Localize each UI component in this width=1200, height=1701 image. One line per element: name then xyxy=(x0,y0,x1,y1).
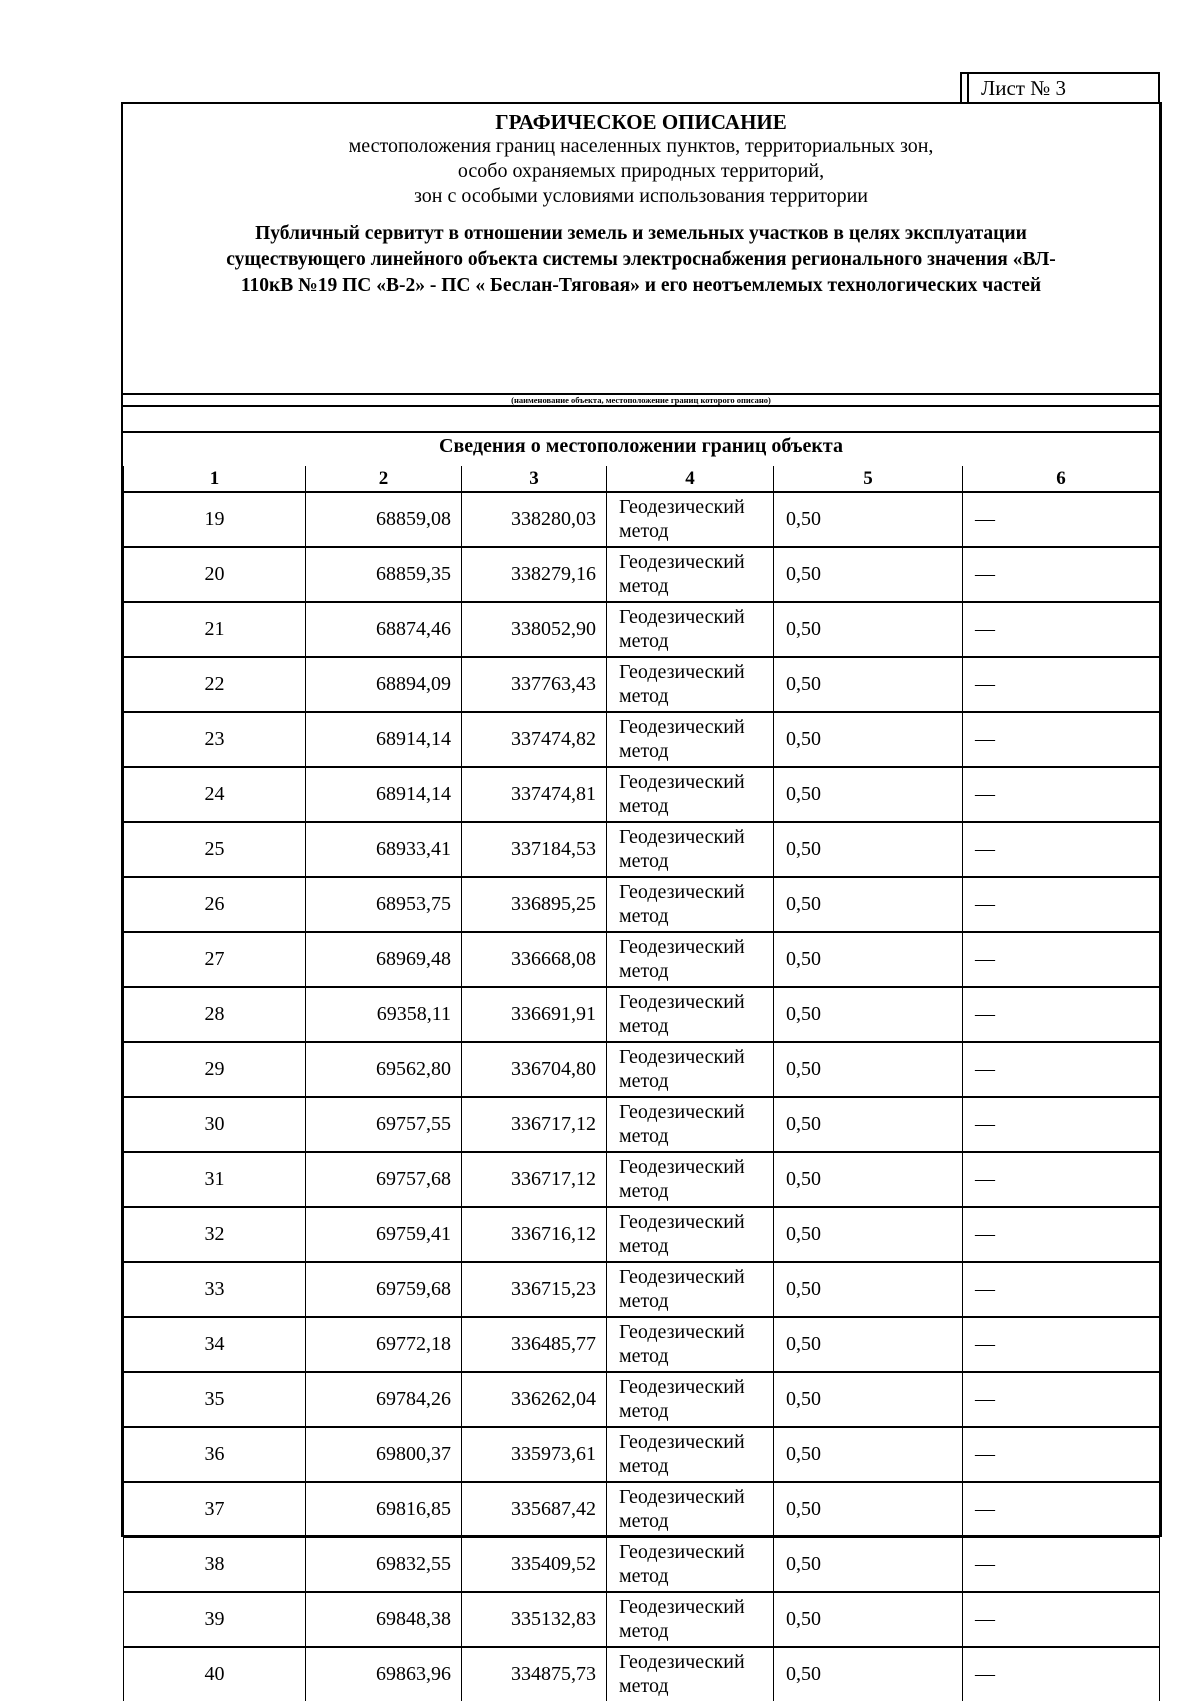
document-title: ГРАФИЧЕСКОЕ ОПИСАНИЕ xyxy=(495,110,787,134)
cell-point-number: 21 xyxy=(124,602,306,657)
cell-point-number: 20 xyxy=(124,547,306,602)
cell-y-coordinate: 335132,83 xyxy=(462,1592,607,1647)
table-row xyxy=(124,492,1160,547)
table-row xyxy=(124,1372,1160,1427)
cell-x-coordinate: 69757,55 xyxy=(306,1097,462,1152)
cell-y-coordinate: 335687,42 xyxy=(462,1482,607,1537)
cell-y-coordinate: 338052,90 xyxy=(462,602,607,657)
cell-x-coordinate: 69816,85 xyxy=(306,1482,462,1537)
cell-point-number: 38 xyxy=(124,1537,306,1592)
cell-method: Геодезический метод xyxy=(607,1042,774,1097)
object-caption: (наименование объекта, местоположение границ которого описано) xyxy=(511,395,771,405)
table-row xyxy=(124,1097,1160,1152)
cell-y-coordinate: 336668,08 xyxy=(462,932,607,987)
table-row xyxy=(124,1482,1160,1537)
cell-x-coordinate: 69757,68 xyxy=(306,1152,462,1207)
cell-x-coordinate: 69358,11 xyxy=(306,987,462,1042)
cell-accuracy: 0,50 xyxy=(774,657,963,712)
cell-method: Геодезический метод xyxy=(607,547,774,602)
cell-accuracy: 0,50 xyxy=(774,492,963,547)
object-line-3: 110кВ №19 ПС «В-2» - ПС « Беслан-Тяговая» и его неотъемлемых технологических частей xyxy=(240,275,1042,296)
cell-point-number: 32 xyxy=(124,1207,306,1262)
cell-method: Геодезический метод xyxy=(607,1592,774,1647)
table-row xyxy=(124,712,1160,767)
cell-point-number: 28 xyxy=(124,987,306,1042)
cell-accuracy: 0,50 xyxy=(774,767,963,822)
sheet-number: Лист № 3 xyxy=(981,75,1067,100)
cell-y-coordinate: 335973,61 xyxy=(462,1427,607,1482)
cell-method: Геодезический метод xyxy=(607,1207,774,1262)
cell-accuracy: 0,50 xyxy=(774,987,963,1042)
table-row xyxy=(124,1592,1160,1647)
cell-method: Геодезический метод xyxy=(607,1317,774,1372)
table-row xyxy=(124,1537,1160,1592)
cell-method: Геодезический метод xyxy=(607,877,774,932)
cell-method: Геодезический метод xyxy=(607,657,774,712)
cell-y-coordinate: 337184,53 xyxy=(462,822,607,877)
table-body xyxy=(124,492,1160,1701)
cell-accuracy: 0,50 xyxy=(774,1152,963,1207)
cell-point-number: 35 xyxy=(124,1372,306,1427)
cell-method: Геодезический метод xyxy=(607,1262,774,1317)
cell-y-coordinate: 336485,77 xyxy=(462,1317,607,1372)
cell-x-coordinate: 68933,41 xyxy=(306,822,462,877)
cell-description: — xyxy=(963,987,1160,1042)
cell-point-number: 34 xyxy=(124,1317,306,1372)
cell-accuracy: 0,50 xyxy=(774,1427,963,1482)
cell-y-coordinate: 338279,16 xyxy=(462,547,607,602)
cell-y-coordinate: 336895,25 xyxy=(462,877,607,932)
cell-method: Геодезический метод xyxy=(607,602,774,657)
section-title: Сведения о местоположении границ объекта xyxy=(439,435,843,457)
cell-y-coordinate: 336716,12 xyxy=(462,1207,607,1262)
cell-point-number: 31 xyxy=(124,1152,306,1207)
cell-point-number: 22 xyxy=(124,657,306,712)
table-row xyxy=(124,547,1160,602)
cell-x-coordinate: 68859,08 xyxy=(306,492,462,547)
cell-point-number: 37 xyxy=(124,1482,306,1537)
cell-accuracy: 0,50 xyxy=(774,547,963,602)
cell-point-number: 27 xyxy=(124,932,306,987)
cell-accuracy: 0,50 xyxy=(774,1592,963,1647)
cell-accuracy: 0,50 xyxy=(774,877,963,932)
cell-y-coordinate: 337763,43 xyxy=(462,657,607,712)
cell-x-coordinate: 69784,26 xyxy=(306,1372,462,1427)
subtitle-line-2: особо охраняемых природных территорий, xyxy=(457,160,825,182)
cell-description: — xyxy=(963,822,1160,877)
cell-accuracy: 0,50 xyxy=(774,602,963,657)
table-row xyxy=(124,822,1160,877)
cell-point-number: 29 xyxy=(124,1042,306,1097)
divider-caption xyxy=(123,405,1159,407)
cell-y-coordinate: 336717,12 xyxy=(462,1097,607,1152)
table-row xyxy=(124,1042,1160,1097)
cell-method: Геодезический метод xyxy=(607,1647,774,1701)
cell-point-number: 30 xyxy=(124,1097,306,1152)
cell-y-coordinate: 336704,80 xyxy=(462,1042,607,1097)
document-frame xyxy=(121,102,1162,1697)
cell-accuracy: 0,50 xyxy=(774,1097,963,1152)
column-header-1: 1 xyxy=(124,466,306,492)
cell-description: — xyxy=(963,1372,1160,1427)
cell-x-coordinate: 69848,38 xyxy=(306,1592,462,1647)
cell-description: — xyxy=(963,1482,1160,1537)
cell-y-coordinate: 338280,03 xyxy=(462,492,607,547)
cell-description: — xyxy=(963,932,1160,987)
table-row xyxy=(124,767,1160,822)
cell-method: Геодезический метод xyxy=(607,492,774,547)
column-header-2: 2 xyxy=(306,466,462,492)
cell-accuracy: 0,50 xyxy=(774,1372,963,1427)
cell-point-number: 19 xyxy=(124,492,306,547)
cell-description: — xyxy=(963,657,1160,712)
cell-x-coordinate: 68953,75 xyxy=(306,877,462,932)
cell-x-coordinate: 69759,68 xyxy=(306,1262,462,1317)
cell-x-coordinate: 68914,14 xyxy=(306,767,462,822)
cell-accuracy: 0,50 xyxy=(774,1647,963,1701)
cell-description: — xyxy=(963,1317,1160,1372)
cell-method: Геодезический метод xyxy=(607,1427,774,1482)
cell-x-coordinate: 69863,96 xyxy=(306,1647,462,1701)
object-line-1: Публичный сервитут в отношении земель и земельных участков в целях эксплуатации xyxy=(255,223,1027,244)
cell-description: — xyxy=(963,1647,1160,1701)
cell-accuracy: 0,50 xyxy=(774,1317,963,1372)
table-row xyxy=(124,1152,1160,1207)
cell-x-coordinate: 68874,46 xyxy=(306,602,462,657)
object-line-2: существующего линейного объекта системы электроснабжения регионального значения «ВЛ- xyxy=(226,249,1056,270)
table-row xyxy=(124,932,1160,987)
cell-accuracy: 0,50 xyxy=(774,1042,963,1097)
cell-x-coordinate: 69832,55 xyxy=(306,1537,462,1592)
cell-description: — xyxy=(963,602,1160,657)
cell-accuracy: 0,50 xyxy=(774,932,963,987)
cell-method: Геодезический метод xyxy=(607,1097,774,1152)
sheet-number-box xyxy=(960,72,1160,102)
cell-point-number: 33 xyxy=(124,1262,306,1317)
cell-x-coordinate: 69562,80 xyxy=(306,1042,462,1097)
cell-y-coordinate: 334875,73 xyxy=(462,1647,607,1701)
table-row xyxy=(124,1262,1160,1317)
cell-description: — xyxy=(963,1427,1160,1482)
cell-description: — xyxy=(963,1152,1160,1207)
cell-method: Геодезический метод xyxy=(607,1372,774,1427)
cell-x-coordinate: 68859,35 xyxy=(306,547,462,602)
cell-method: Геодезический метод xyxy=(607,712,774,767)
cell-point-number: 26 xyxy=(124,877,306,932)
cell-y-coordinate: 336717,12 xyxy=(462,1152,607,1207)
cell-method: Геодезический метод xyxy=(607,1482,774,1537)
cell-x-coordinate: 68914,14 xyxy=(306,712,462,767)
cell-point-number: 40 xyxy=(124,1647,306,1701)
cell-method: Геодезический метод xyxy=(607,767,774,822)
subtitle-line-3: зон с особыми условиями использования территории xyxy=(413,185,869,207)
cell-point-number: 25 xyxy=(124,822,306,877)
table-header-row xyxy=(124,466,1160,492)
column-header-4: 4 xyxy=(607,466,774,492)
cell-description: — xyxy=(963,1042,1160,1097)
cell-description: — xyxy=(963,1537,1160,1592)
table-row xyxy=(124,1207,1160,1262)
subtitle-line-1: местоположения границ населенных пунктов, территориальных зон, xyxy=(348,135,934,157)
cell-description: — xyxy=(963,1097,1160,1152)
cell-point-number: 24 xyxy=(124,767,306,822)
cell-method: Геодезический метод xyxy=(607,1152,774,1207)
cell-point-number: 39 xyxy=(124,1592,306,1647)
cell-accuracy: 0,50 xyxy=(774,1482,963,1537)
cell-accuracy: 0,50 xyxy=(774,1207,963,1262)
cell-description: — xyxy=(963,1207,1160,1262)
cell-description: — xyxy=(963,547,1160,602)
column-header-6: 6 xyxy=(963,466,1160,492)
table-row xyxy=(124,877,1160,932)
cell-point-number: 23 xyxy=(124,712,306,767)
table-row xyxy=(124,1427,1160,1482)
cell-accuracy: 0,50 xyxy=(774,1537,963,1592)
cell-description: — xyxy=(963,1592,1160,1647)
cell-x-coordinate: 69759,41 xyxy=(306,1207,462,1262)
cell-description: — xyxy=(963,492,1160,547)
cell-y-coordinate: 336715,23 xyxy=(462,1262,607,1317)
cell-y-coordinate: 336691,91 xyxy=(462,987,607,1042)
table-row xyxy=(124,1647,1160,1701)
cell-y-coordinate: 335409,52 xyxy=(462,1537,607,1592)
cell-y-coordinate: 337474,81 xyxy=(462,767,607,822)
cell-method: Геодезический метод xyxy=(607,1537,774,1592)
cell-x-coordinate: 68969,48 xyxy=(306,932,462,987)
cell-y-coordinate: 336262,04 xyxy=(462,1372,607,1427)
object-name xyxy=(123,221,1159,299)
cell-description: — xyxy=(963,1262,1160,1317)
cell-y-coordinate: 337474,82 xyxy=(462,712,607,767)
table-row xyxy=(124,657,1160,712)
cell-x-coordinate: 69800,37 xyxy=(306,1427,462,1482)
cell-accuracy: 0,50 xyxy=(774,1262,963,1317)
cell-method: Геодезический метод xyxy=(607,822,774,877)
coordinates-table xyxy=(123,466,1160,1701)
cell-accuracy: 0,50 xyxy=(774,712,963,767)
cell-method: Геодезический метод xyxy=(607,932,774,987)
table-row xyxy=(124,1317,1160,1372)
cell-description: — xyxy=(963,877,1160,932)
sheet-box-divider xyxy=(964,73,969,103)
cell-x-coordinate: 69772,18 xyxy=(306,1317,462,1372)
column-header-5: 5 xyxy=(774,466,963,492)
column-header-3: 3 xyxy=(462,466,607,492)
table-row xyxy=(124,602,1160,657)
table-row xyxy=(124,987,1160,1042)
cell-description: — xyxy=(963,767,1160,822)
cell-point-number: 36 xyxy=(124,1427,306,1482)
cell-accuracy: 0,50 xyxy=(774,822,963,877)
cell-x-coordinate: 68894,09 xyxy=(306,657,462,712)
cell-method: Геодезический метод xyxy=(607,987,774,1042)
cell-description: — xyxy=(963,712,1160,767)
